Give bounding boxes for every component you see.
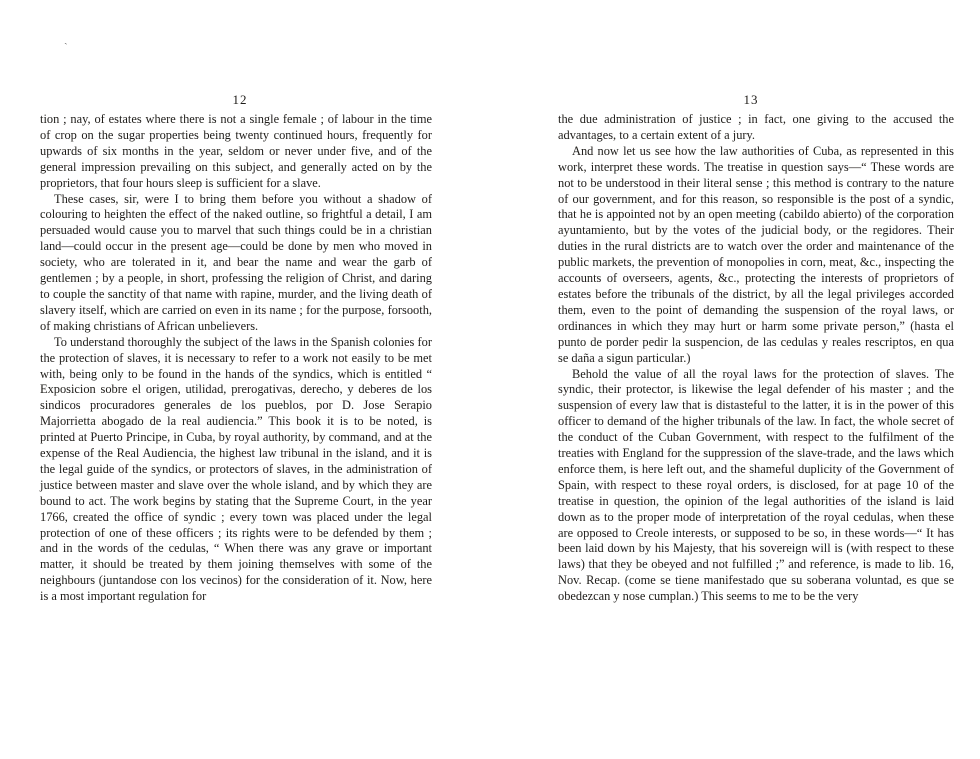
left-page-text — [40, 112, 432, 605]
paragraph: To understand thoroughly the subject of the laws in the Spanish colonies for the protection of slaves, it is necessary to refer to a work not easily to be met with, being only to be found in the hands of the syndics, which is entitled “ Exposicion sobre el origen, utilidad, prerogativas, derecho, y deberes de los sindicos procuradores generales de los pueblos, por D. Jose Serapio Majorrietta abogado de la real audiencia.” This book it is to be noted, is printed at Puerto Principe, in Cuba, by royal authority, by command, and at the expense of the Real Audiencia, the highest law tribunal in the island, and it is the legal guide of the syndics, or protectors of slaves, in the administration of justice between master and slave over the whole island, and by which they are bound to act. The work begins by stating that the Supreme Court, in the year 1766, created the office of syndic ; every town was placed under the legal protection of one of these officers ; its rights were to be defended by them ; and in the words of the cedulas, “ When there was any grave or important matter, it should be treated by them joining themselves with some of the neighbours (juntandose con los vecinos) for the consideration of it. Now, here is a most important regulation for — [40, 334, 432, 604]
paragraph: tion ; nay, of estates where there is not a single female ; of labour in the time of crop on the sugar properties being twenty continued hours, frequently for upwards of six months in the year, seldom or never under five, and of the general impression prevailing on this subject, and generally acted on by the proprietors, that four hours sleep is sufficient for a slave. — [40, 112, 432, 190]
stray-mark: ˎ — [64, 33, 68, 45]
right-page-text — [558, 112, 954, 605]
paragraph: And now let us see how the law authorities of Cuba, as represented in this work, interpret these words. The treatise in question says—“ These words are not to be understood in their literal sense ; this method is contrary to the nature of our government, and for this reason, so responsible is the post of a syndic, that he is appointed not by an open meeting (cabildo abierto) of the corporation ayuntamiento, but by the votes of the judicial body, or the regidores. Their duties in the rural districts are to watch over the order and maintenance of the public markets, the prevention of monopolies in corn, meat, &c., inspecting the accounts of overseers, agents, &c., protecting the interests of proprietors of estates before the tribunals of the district, by all the legal privileges accorded them, even to the point of demanding the suspension of the royal laws, or ordinances in which they may hurt or harm some private person,” (hasta el punto de porder pedir la suspencion, de las cedulas y reales rescriptos, en qua se daña a sigun particular.) — [558, 143, 954, 365]
left-page — [40, 0, 432, 759]
right-page — [558, 0, 954, 759]
paragraph: Behold the value of all the royal laws for the protection of slaves. The syndic, their protector, is likewise the legal defender of his master ; and the suspension of every law that is distasteful to the latter, it is in the power of this officer to demand of the higher tribunals of the law. In fact, the whole secret of the conduct of the Cuban Government, with respect to the fulfilment of the treaties with England for the suppression of the slave-trade, and the laws which enforce them, is here left out, and the shameful duplicity of the Government of Spain, with respect to these royal orders, is disclosed, for at page 10 of the treatise in question, the opinion of the legal authorities of the island is laid down as to the proper mode of interpretation of the royal cedulas, when these are opposed to Creole interests, or supposed to be so, in these words—“ It has been laid down by his Majesty, that his sovereign will is (with respect to these laws) that they be obeyed and not fulfilled ;” and reference, is made to lib. 16, Nov. Recap. (come se tiene manifestado que su soberana voluntad, es que se obedezcan y nose cumplan.) This seems to me to be the very — [558, 366, 954, 604]
page-number-left: 12 — [232, 92, 248, 107]
paragraph: These cases, sir, were I to bring them before you without a shadow of colouring to heighten the effect of the naked outline, so frightful a detail, I am persuaded would cause you to marvel that such things could be in a christian land—could occur in the present age—could be done by men who moved in society, who are tolerated in it, and bear the name and wear the garb of gentlemen ; by a people, in short, professing the religion of Christ, and daring to couple the sanctity of that name with rapine, murder, and the living death of slavery itself, which are carried on even in its name ; for the purpose, forsooth, of making christians of African unbelievers. — [40, 191, 432, 333]
page-number-right: 13 — [743, 92, 759, 107]
paragraph: the due administration of justice ; in fact, one giving to the accused the advantages, to a certain extent of a jury. — [558, 112, 954, 142]
